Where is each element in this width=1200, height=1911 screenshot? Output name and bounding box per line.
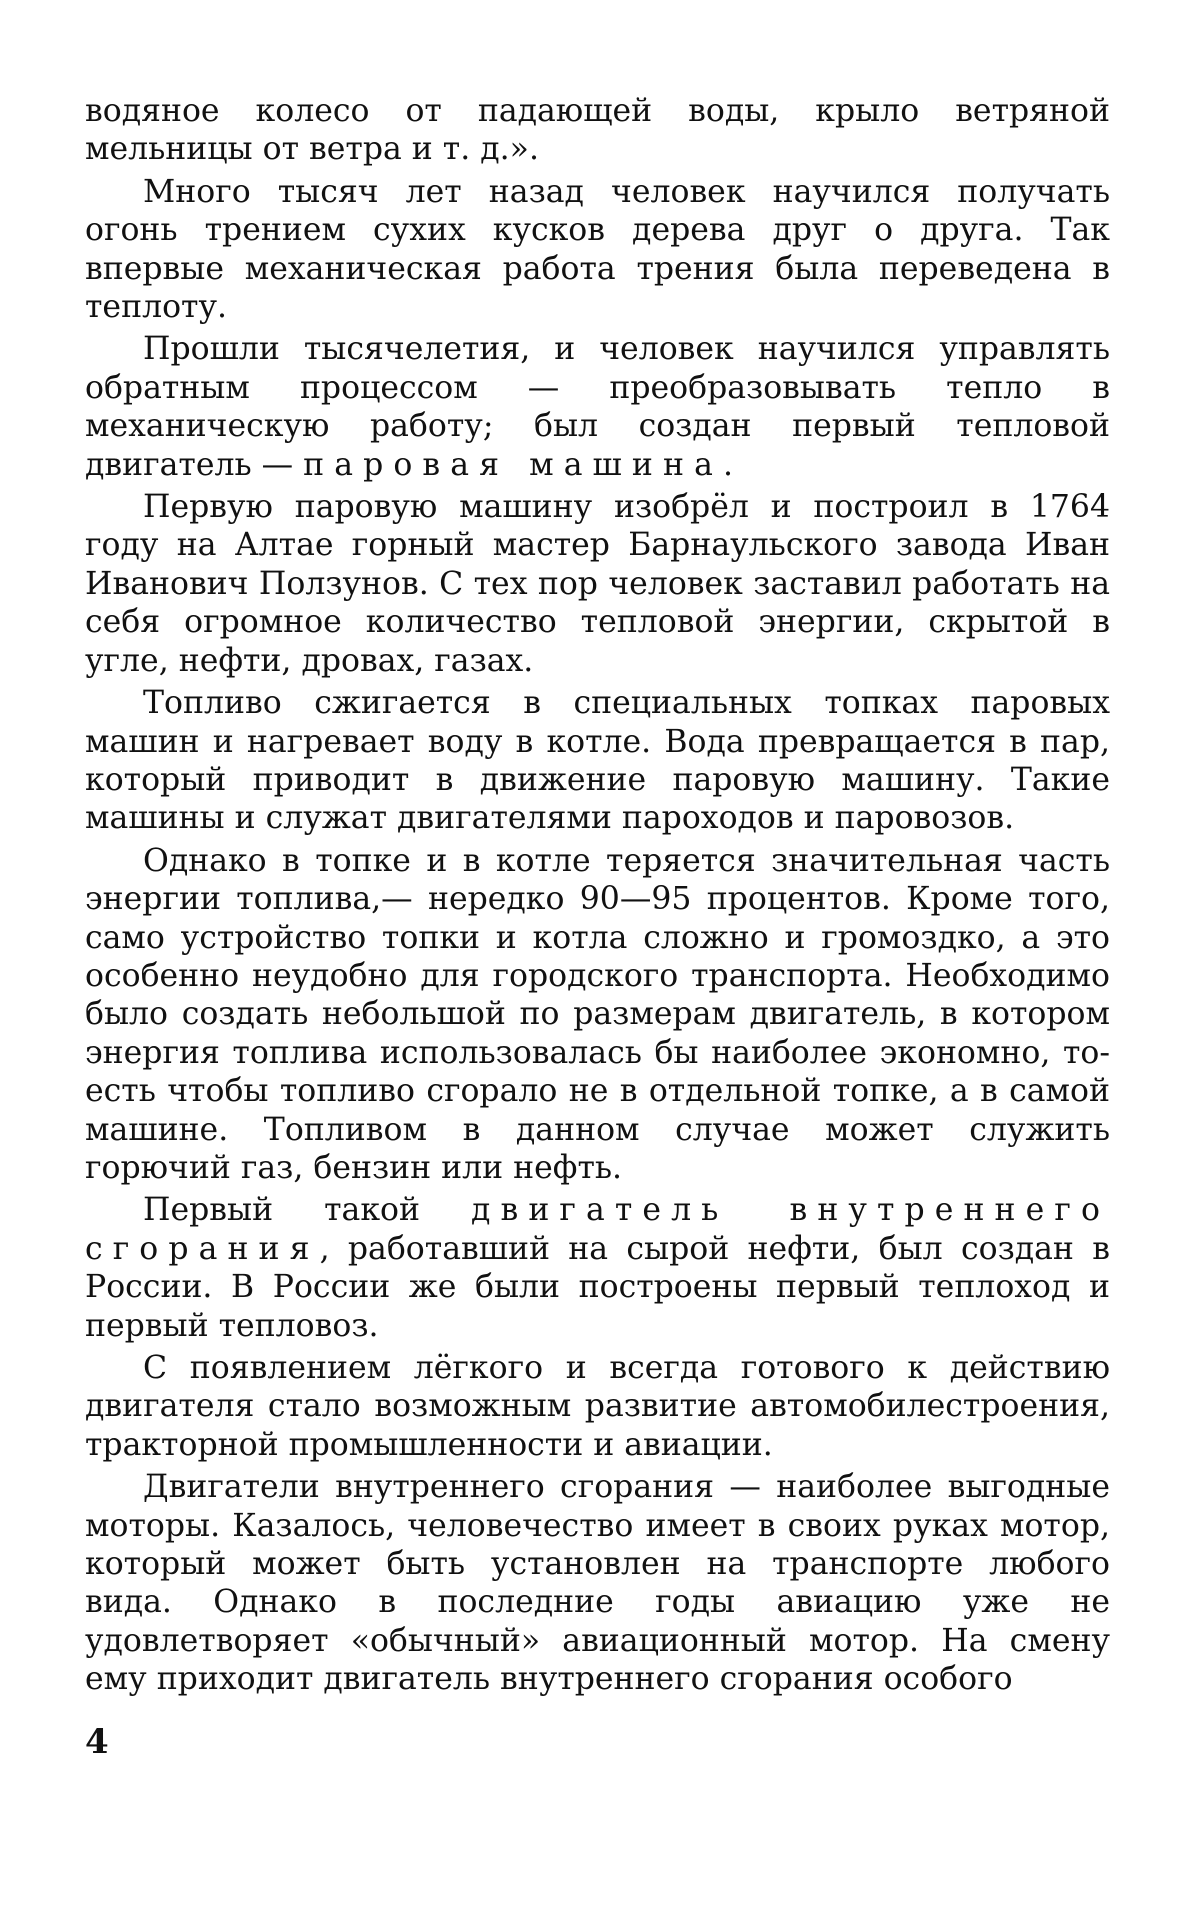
paragraph-3-end: . [722,446,733,483]
paragraph-8-text: С появлением лёгкого и всегда готового к действию двигателя стало возможным развитие автомобилестроения, тракторной промышленности и авиации. [85,1350,1110,1463]
paragraph-3-emphasis: паровая машина [303,446,723,483]
paragraph-6-text: Однако в топке и в котле теряется значительная часть энергии топлива,— нередко 90—95 процентов. Кроме того, само устройство топки и котла сложно и громоздко, а это особенно неудобно для городского транспорта. Необходимо было создать небольшой по размерам двигатель, в котором энергия топлива использовалась бы наиболее экономно, то-есть чтобы топливо сгорало не в отдельной топке, а в самой машине. Топливом в данном случае может служить горючий газ, бензин или нефть. [85,842,1110,1186]
paragraph-7-emphasis: двигатель внутреннего сгорания [85,1192,1110,1267]
paragraph-1 [85,92,1110,169]
paragraph-9-text: Двигатели внутреннего сгорания — наиболее выгодные моторы. Казалось, человечество имеет в своих руках мотор, который может быть установлен на транспорте любого вида. Однако в последние годы авиацию уже не удовлетворяет «обычный» авиационный мотор. На смену ему приходит двигатель внутреннего сгорания особого [85,1469,1110,1698]
paragraph-2 [85,173,1110,327]
paragraph-5 [85,684,1110,838]
paragraph-2-text: Много тысяч лет назад человек научился получать огонь трением сухих кусков дерева друг о друга. Так впервые механическая работа трения была переведена в теплоту. [85,173,1110,326]
paragraph-3-text: Прошли тысячелетия, и человек научился управлять обратным процессом — преобразовывать тепло в механическую работу; был создан первый тепловой двигатель — [85,331,1110,483]
paragraph-4-text: Первую паровую машину изобрёл и построил в 1764 году на Алтае горный мастер Барнаульского завода Иван Иванович Ползунов. С тех пор человек заставил работать на себя огромное количество тепловой энергии, скрытой в угле, нефти, дровах, газах. [85,489,1110,679]
paragraph-9 [85,1468,1110,1698]
paragraph-8 [85,1349,1110,1464]
paragraph-3 [85,330,1110,484]
page-text [85,92,1110,1703]
paragraph-4 [85,488,1110,680]
page-number: 4 [85,1722,109,1762]
paragraph-7 [85,1191,1110,1345]
paragraph-7-text: Первый такой [143,1192,472,1229]
paragraph-5-text: Топливо сжигается в специальных топках паровых машин и нагревает воду в котле. Вода превращается в пар, который приводит в движение паровую машину. Такие машины и служат двигателями пароходов и паровозов. [85,685,1110,837]
paragraph-6 [85,842,1110,1188]
paragraph-7-end: , работавший на сырой нефти, был создан в России. В России же были построены первый теплоход и первый тепловоз. [85,1230,1110,1344]
paragraph-1-text: водяное колесо от падающей воды, крыло ветряной мельницы от ветра и т. д.». [85,93,1110,168]
